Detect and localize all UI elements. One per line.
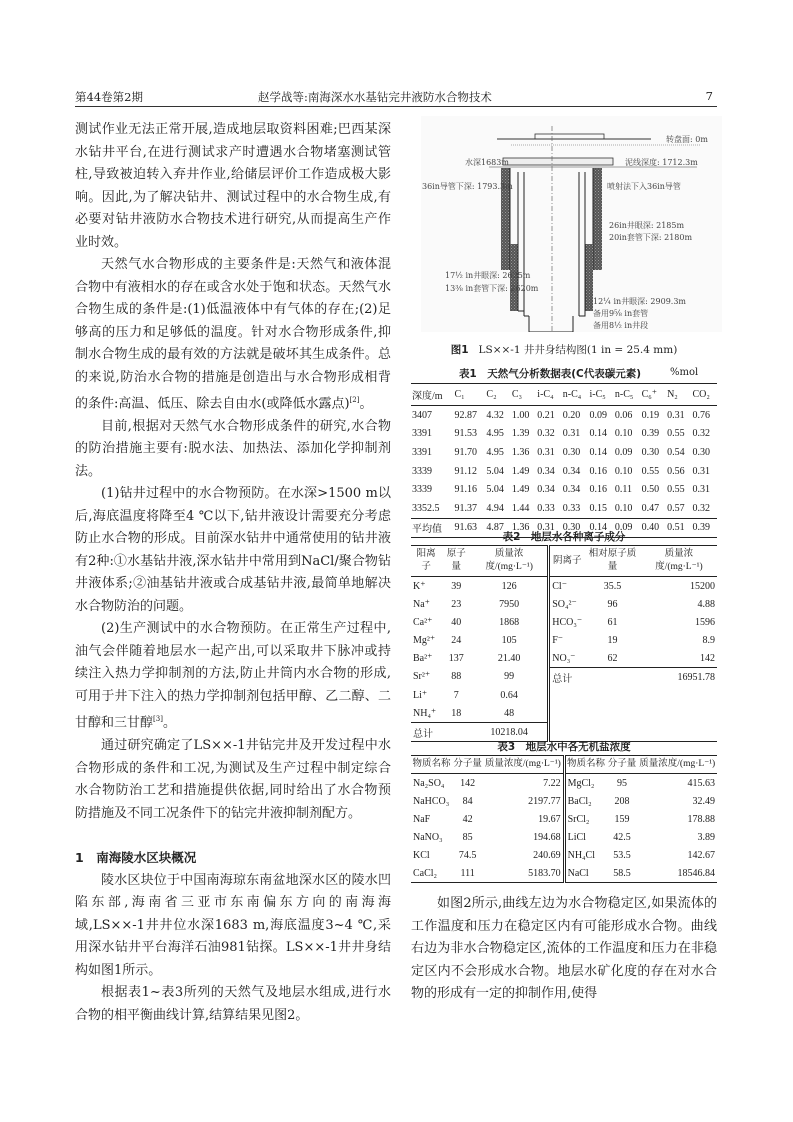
table-cell: 3352.5	[412, 502, 440, 514]
table-cell: 99	[471, 668, 549, 687]
paragraph: (1)钻井过程中的水合物预防。在水深>1500 m以后,海底温度将降至4 ℃以下,钻井液设计需要充分考虑防止水合物的形成。目前深水钻井中通常使用的钻井液有2种:①水基钻井液,深水钻井中常用到NaCl/聚合物钻井液体系;②油基钻井液或合成基钻井液,最简单地解决水合物防治的问题。	[75, 486, 391, 614]
table1-unit: %mol	[670, 367, 699, 378]
table-header-cell: 物质名称	[411, 756, 452, 774]
label-water-depth: 水深1683m	[465, 158, 509, 167]
table-row	[411, 846, 717, 864]
table-row	[411, 425, 717, 444]
table-header-cell: 原子量	[441, 546, 471, 577]
table-cell: 0.10	[614, 502, 633, 514]
table-header-cell: C₁	[453, 384, 485, 406]
table-cell: 0.76	[692, 409, 711, 421]
table2-title: 表2 地层水各种离子成分	[502, 531, 626, 543]
table-cell: 159	[614, 813, 630, 825]
citation-link[interactable]: [2]	[349, 396, 360, 404]
table-cell: 91.37	[454, 502, 477, 514]
table-cell: 5183.70	[483, 864, 564, 883]
table-cell: 1.49	[511, 484, 530, 496]
table-cell: 1.36	[511, 518, 536, 538]
label-casing13: 13⅜ in套管下深: 2620m	[445, 284, 539, 293]
table-header-cell: 深度/m	[411, 384, 453, 406]
table-cell: NaHCO₃	[413, 795, 450, 807]
table-gas-analysis	[411, 383, 717, 538]
table-cell: 194.68	[483, 828, 564, 846]
table-cell: Na⁺	[413, 598, 430, 610]
table-cell: 0.09	[589, 409, 607, 421]
table-cell: 84	[462, 795, 473, 807]
table-cell: 平均值	[411, 518, 453, 538]
table-header-cell: n-C₄	[562, 384, 589, 406]
table-cell-empty	[584, 704, 641, 723]
table-row	[411, 774, 717, 793]
paragraph: 测试作业无法正常开展,造成地层取资料困难;巴西某深水钻井平台,在进行测试求产时遭遇水合物堵塞测试管柱,导致被迫转入弃井作业,给储层评价工作造成极大影响。因此,为了解决钻井、测试过程中的水合物生成,有必要对钻井液防水合物技术进行研究,从而提高生产作业时效。	[75, 122, 391, 250]
table-cell: 19.67	[483, 810, 564, 828]
table-cell: 240.69	[483, 846, 564, 864]
right-column-text	[411, 893, 717, 1006]
table-cell: NaCl	[567, 867, 589, 879]
paragraph: 根据表1~表3所列的天然气及地层水组成,进行水合物的相平衡曲线计算,结算结果见图2。	[75, 985, 391, 1023]
rotary-table	[535, 134, 604, 139]
table-cell: 0.16	[589, 465, 607, 477]
conductor-cement-right	[593, 168, 602, 270]
table-cell: 0.33	[562, 502, 581, 514]
table-cell: 0.50	[641, 484, 660, 496]
table-cell: 7950	[471, 595, 549, 613]
table-cell: 7.22	[483, 774, 564, 793]
table-cell: Ba²⁺	[413, 652, 433, 664]
table-cell: 3391	[412, 428, 432, 440]
table-cell: 19	[607, 634, 618, 646]
table-cell: 142	[460, 777, 476, 789]
table-cell: 4.95	[486, 428, 504, 440]
table-cell: 3339	[412, 484, 432, 496]
table-cell: 0.34	[537, 465, 555, 477]
table-cell: 0.11	[614, 484, 633, 496]
table-cell: 0.30	[641, 446, 660, 458]
table-cell: 0.31	[692, 484, 711, 496]
table-row	[411, 649, 717, 668]
table-cell: 0.57	[667, 502, 685, 514]
table-header-cell: 阳离子	[411, 546, 441, 577]
table-header-cell: 质量浓度/(mg·L⁻¹)	[471, 546, 549, 577]
table-cell: NaF	[413, 813, 431, 825]
table-cell: 0.30	[562, 518, 589, 538]
label-jetting: 喷射法下入36in导管	[607, 182, 681, 191]
table-cell: 总计	[411, 723, 441, 742]
table-cell: 92.87	[454, 409, 477, 421]
table-cell: MgCl₂	[567, 777, 595, 789]
table-cell: 0.39	[641, 428, 660, 440]
table-row	[411, 668, 717, 687]
table-cell: 0.19	[641, 409, 660, 421]
table-cell: 8.9	[702, 634, 715, 646]
table-cell: 178.88	[687, 813, 715, 825]
table-cell-empty	[584, 686, 641, 704]
table-cell: 1868	[471, 613, 549, 631]
table-cell: 91.63	[453, 518, 485, 538]
table-row	[411, 462, 717, 481]
table-cell: 2197.77	[483, 792, 564, 810]
table-cell: 0.30	[562, 446, 581, 458]
table-cell: 91.12	[454, 465, 477, 477]
table-cell: 0.56	[667, 465, 685, 477]
table-cell: 1.49	[511, 465, 530, 477]
table-cell: 95	[616, 777, 627, 789]
table3-title: 表3 地层水中各无机盐浓度	[497, 741, 631, 753]
table-cell: 0.09	[614, 518, 641, 538]
paragraph	[75, 618, 391, 735]
table-formation-water-ions	[411, 545, 717, 742]
label-hole17: 17½ in井眼深: 2625m	[445, 271, 531, 280]
table-cell: 0.34	[562, 484, 581, 496]
table-cell: 137	[448, 652, 464, 664]
table-cell: 0.34	[562, 465, 581, 477]
table-header-cell: 质量浓度/(mg·L⁻¹)	[641, 546, 717, 577]
table-cell: 35.5	[603, 580, 622, 592]
table-cell: 24	[451, 634, 462, 646]
table-cell: 85	[462, 831, 473, 843]
table-header-cell: n-C₅	[614, 384, 641, 406]
table-cell: 0.31	[562, 428, 581, 440]
table-cell: 0.30	[692, 446, 711, 458]
table-cell: 105	[471, 631, 549, 649]
table-row	[411, 499, 717, 518]
table-cell: 18	[451, 707, 462, 719]
table-row	[411, 864, 717, 883]
table-cell: LiCl	[567, 831, 586, 843]
table-row	[411, 686, 717, 704]
table-cell: 58.5	[613, 867, 631, 879]
paragraph	[75, 254, 391, 416]
figure-caption	[411, 342, 717, 357]
running-header	[75, 88, 717, 107]
table-cell: 0.32	[692, 502, 711, 514]
table-cell-empty	[549, 686, 584, 704]
table-cell: 10218.04	[471, 723, 549, 742]
table-cell: 142.67	[687, 849, 715, 861]
table-cell-empty	[549, 704, 584, 723]
table-cell: 0.31	[536, 518, 561, 538]
table-cell: 91.53	[454, 428, 477, 440]
table-cell: SO₄²⁻	[552, 598, 577, 610]
table-cell: 91.16	[454, 484, 477, 496]
table-cell: Li⁺	[413, 689, 428, 701]
table-header-cell: C₆⁺	[641, 384, 666, 406]
table-row	[411, 480, 717, 499]
table-cell: 0.32	[692, 428, 711, 440]
table-header-cell: 质量浓度/(mg·L⁻¹)	[638, 756, 718, 774]
table-cell: 0.55	[641, 465, 660, 477]
table-cell: 91.70	[454, 446, 477, 458]
table-cell-empty	[641, 686, 717, 704]
table-cell: 5.04	[486, 484, 504, 496]
table-header-cell: 阴离子	[549, 546, 584, 577]
paragraph: 陵水区块位于中国南海琼东南盆地深水区的陵水凹陷东部,海南省三亚市东南偏东方向的南海海域,LS××-1井井位水深1683 m,海底温度3~4 ℃,采用深水钻井平台海洋石油981钻探。LS××-1井井身结构如图1所示。	[75, 872, 391, 978]
table-cell: 0.31	[692, 465, 711, 477]
running-title: 赵学战等:南海深水水基钻完井液防水合物技术	[258, 90, 492, 104]
journal-volume: 第44卷第2期	[75, 90, 143, 104]
table-cell: 7	[453, 689, 459, 701]
table-cell: 23	[451, 598, 462, 610]
table-cell: 0.31	[667, 409, 685, 421]
table-row	[411, 828, 717, 846]
table-cell: 42.5	[613, 831, 631, 843]
table-header-cell: 相对原子质量	[584, 546, 641, 577]
label-casing20: 20in套管下深: 2180m	[609, 233, 693, 242]
table-cell: 53.5	[613, 849, 631, 861]
well-diagram	[421, 116, 722, 332]
table-cell: SrCl₂	[567, 813, 590, 825]
table-cell: 61	[607, 616, 618, 628]
table-cell: 0.40	[641, 518, 666, 538]
table-header-cell: 分子量	[452, 756, 483, 774]
table-cell: 3407	[412, 409, 432, 421]
figure-well-structure	[421, 116, 722, 332]
table-cell: 3391	[412, 446, 432, 458]
table-cell: 39	[451, 580, 462, 592]
table-inorganic-salts	[411, 755, 717, 883]
table-cell: Ca²⁺	[413, 616, 433, 628]
label-spare-section: 备用8½ in井段	[593, 321, 649, 330]
table-cell: Cl⁻	[552, 580, 567, 592]
table-cell: 0.54	[667, 446, 685, 458]
table-cell: 5.04	[486, 465, 504, 477]
table-cell: 0.32	[537, 428, 555, 440]
table-header-cell: 物质名称	[564, 756, 606, 774]
table-cell: 1.00	[511, 409, 530, 421]
table-cell: 4.88	[697, 598, 715, 610]
table-cell: 0.31	[537, 446, 555, 458]
table-header-cell: C₃	[511, 384, 536, 406]
table-cell: 4.32	[486, 409, 504, 421]
table-cell: 0.51	[666, 518, 691, 538]
table-cell: 0.10	[614, 428, 633, 440]
table-cell: 0.06	[614, 409, 633, 421]
label-spare-casing: 备用9⅝ in套管	[593, 309, 649, 318]
table-cell: 96	[607, 598, 618, 610]
table-cell: Sr²⁺	[413, 671, 431, 683]
table-cell: 16951.78	[641, 668, 717, 687]
table-cell: 0.55	[667, 484, 685, 496]
table-cell: 126	[471, 577, 549, 596]
table-cell: 3.89	[697, 831, 715, 843]
figure-label: 图1	[450, 344, 469, 356]
table-cell: 0.14	[589, 446, 607, 458]
table-cell: NH₄Cl	[567, 849, 595, 861]
table-cell: 4.94	[486, 502, 504, 514]
paragraph: 通过研究确定了LS××-1井钻完井及开发过程中水合物形成的条件和工况,为测试及生产过程中制定综合水合物防治工艺和措施提供依据,同时给出了水合物预防措施及不同工况条件下的钻完井液抑制剂配方。	[75, 738, 391, 821]
label-conductor-depth: 36in导管下深: 1793.3m	[422, 182, 513, 191]
table-cell: 0.16	[589, 484, 607, 496]
table-cell: 0.21	[537, 409, 555, 421]
table-cell: HCO₃⁻	[552, 616, 583, 628]
table-row	[411, 792, 717, 810]
table-cell: 总计	[549, 668, 584, 687]
table-row	[411, 704, 717, 723]
figure-caption-text: LS××-1 井井身结构图(1 in = 25.4 mm)	[478, 344, 678, 356]
table-cell: 18546.84	[677, 867, 715, 879]
table-header-cell: N₂	[666, 384, 691, 406]
paragraph-text: (2)生产测试中的水合物预防。在正常生产过程中,油气会伴随着地层水一起产出,可以采取井下脉冲或持续注入热力学抑制剂的方法,防止井筒内水合物的形成,可用于井下注入的热力学抑制剂包括甲醇、乙二醇、二甘醇和三甘醇	[75, 621, 391, 731]
table-cell: F⁻	[552, 634, 564, 646]
table-cell	[584, 668, 641, 687]
table-cell: NaNO₃	[413, 831, 443, 843]
wellhead	[503, 158, 613, 165]
table-cell: 0.15	[589, 502, 607, 514]
table-cell: 0.55	[667, 428, 685, 440]
label-hole26: 26in井眼深: 2185m	[609, 221, 685, 230]
table-cell: 0.10	[614, 465, 633, 477]
table1-title: 表1 天然气分析数据表(C代表碳元素)	[458, 368, 642, 380]
table-cell: 142	[700, 652, 715, 664]
table-cell: 0.09	[614, 446, 633, 458]
label-mudline: 泥线深度: 1712.3m	[625, 158, 698, 167]
table-cell: 74.5	[458, 849, 477, 861]
table-row	[411, 810, 717, 828]
table-cell: 0.64	[471, 686, 549, 704]
table-row	[411, 577, 717, 596]
table-cell: K⁺	[413, 580, 426, 592]
table-cell: 4.87	[485, 518, 510, 538]
table-row	[411, 595, 717, 613]
table-cell: BaCl₂	[567, 795, 592, 807]
section-heading: 1 南海陵水区块概况	[75, 850, 197, 866]
table-cell: 0.20	[562, 409, 581, 421]
table-header-cell: i-C₄	[536, 384, 561, 406]
table-cell: 4.95	[486, 446, 504, 458]
table-row	[411, 406, 717, 425]
table-cell: Na₂SO₄	[413, 777, 445, 789]
table-cell: 1.44	[511, 502, 530, 514]
table-cell: 111	[460, 867, 475, 879]
table-cell: 32.49	[692, 795, 715, 807]
table-cell: 0.47	[641, 502, 660, 514]
casing20-cement-right	[585, 244, 593, 311]
table-header-cell: 分子量	[606, 756, 637, 774]
table-row	[411, 613, 717, 631]
table-row	[411, 631, 717, 649]
page-number: 7	[705, 89, 713, 103]
table-row	[411, 443, 717, 462]
table-cell: Mg²⁺	[413, 634, 436, 646]
table-cell: KCl	[413, 849, 430, 861]
table-cell: 40	[451, 616, 462, 628]
table-cell: 0.33	[537, 502, 555, 514]
table-cell: 1.36	[511, 446, 530, 458]
paragraph: 目前,根据对天然气水合物形成条件的研究,水合物的防治措施主要有:脱水法、加热法、添加化学抑制剂法。	[75, 418, 391, 479]
table-cell: 0.14	[589, 428, 607, 440]
table-cell: 15200	[690, 580, 715, 592]
table-cell: 0.34	[537, 484, 555, 496]
table-cell: 415.63	[687, 777, 715, 789]
table-cell: 21.40	[471, 649, 549, 668]
table-cell: 3339	[412, 465, 432, 477]
table-cell: 208	[614, 795, 630, 807]
table-header-cell: 质量浓度/(mg·L⁻¹)	[483, 756, 564, 774]
paragraph: 如图2所示,曲线左边为水合物稳定区,如果流体的工作温度和压力在稳定区内有可能形成水合物。曲线右边为非水合物稳定区,流体的工作温度和压力在非稳定区内不会形成水合物。地层水矿化度的存在对水合物的形成有一定的抑制作用,使得	[411, 896, 717, 1001]
table-cell: 62	[607, 652, 618, 664]
paragraph-text: 天然气水合物形成的主要条件是:天然气和液体混合物中有液相水的存在或含水处于饱和状态。天然气水合物生成的条件是:(1)低温液体中有气体的存在;(2)足够高的压力和足够低的温度。针对水合物形成条件,抑制水合物生成的最有效的方法就是破坏其生成条件。总的来说,防治水合物的措施是创造出与水合物形成相背的条件:高温、低压、除去自由水(或降低水露点)	[75, 257, 391, 412]
table-header-cell: C₂	[485, 384, 510, 406]
citation-link[interactable]: [3]	[153, 715, 163, 724]
label-rotary-table: 转盘面: 0m	[666, 135, 708, 144]
table-cell: NH₄⁺	[413, 707, 437, 719]
table-cell: CaCl₂	[413, 867, 438, 879]
label-hole12: 12¼ in井眼深: 2909.3m	[593, 297, 687, 306]
left-column	[75, 119, 391, 1027]
punctuation: 。	[162, 715, 176, 731]
table-cell: 1.39	[511, 428, 530, 440]
table-header-cell: CO₂	[692, 384, 717, 406]
table-header-cell: i-C₅	[588, 384, 613, 406]
table-cell: NO₃⁻	[552, 652, 576, 664]
punctuation: 。	[359, 396, 373, 412]
table-cell: 0.14	[588, 518, 613, 538]
table-cell-empty	[641, 704, 717, 723]
table-cell: 88	[451, 671, 462, 683]
table-cell: 42	[462, 813, 473, 825]
table-cell: 1596	[695, 616, 715, 628]
table-cell: 48	[471, 704, 549, 723]
table-cell: 0.39	[692, 518, 717, 538]
